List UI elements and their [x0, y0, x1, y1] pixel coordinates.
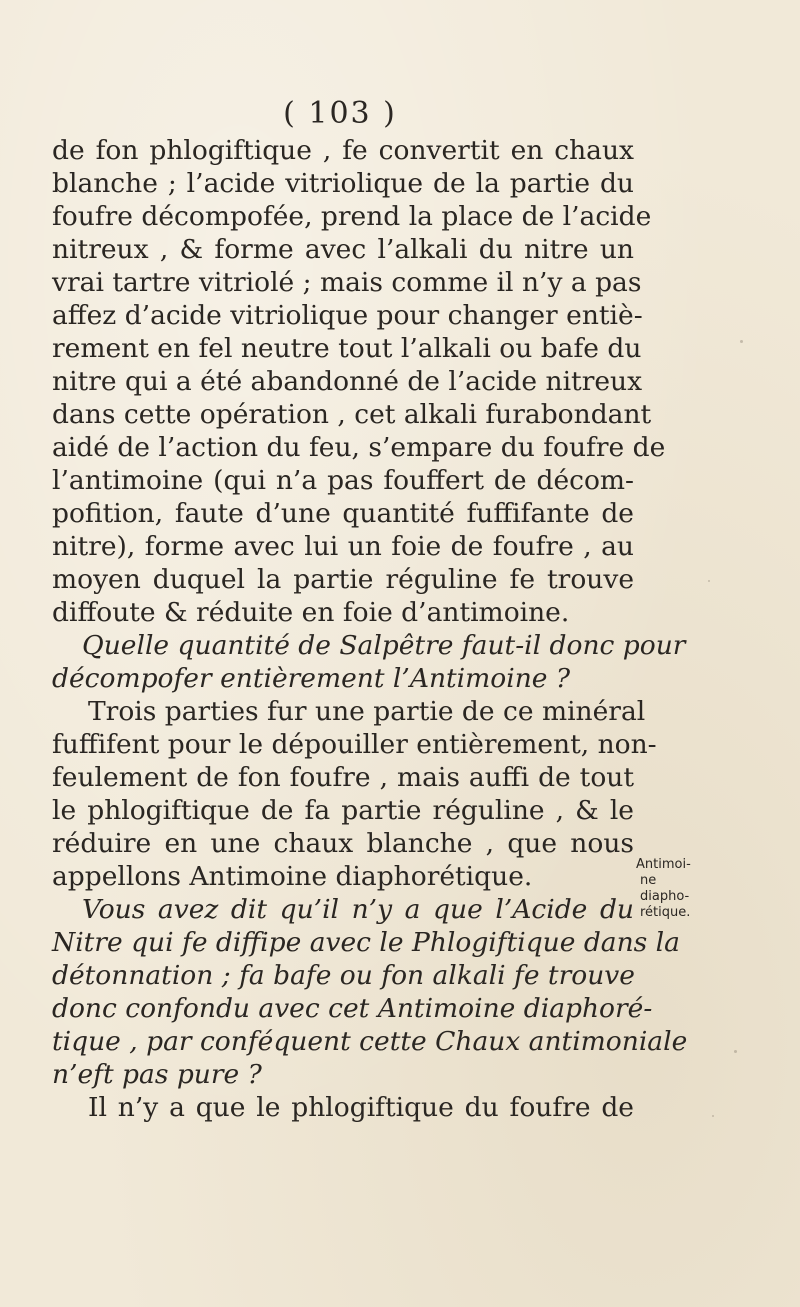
text-line: rement en fel neutre tout l’alkali ou bafe du: [52, 333, 642, 364]
page-number: ( 103 ): [283, 96, 397, 131]
question-line: détonnation ; fa bafe ou fon alkali fe trouve: [52, 960, 635, 991]
question-line: Nitre qui fe diffipe avec le Phlogiftique dans la: [52, 927, 680, 958]
text-line: réduire en une chaux blanche , que nous: [52, 828, 634, 859]
margin-note-line: ne diapho-: [640, 873, 690, 904]
text-line: le phlogiftique de fa partie réguline , & le: [52, 795, 634, 826]
text-line: fuffifent pour le dépouiller entièrement, non-: [52, 729, 657, 760]
body-text: [52, 134, 688, 1124]
margin-note: [636, 857, 706, 921]
text-line: aidé de l’action du feu, s’empare du foufre de: [52, 432, 666, 463]
text-line: appellons Antimoine diaphorétique.: [52, 861, 533, 892]
question-line: Quelle quantité de Salpêtre faut-il donc pour: [82, 630, 686, 661]
text-line: moyen duquel la partie réguline fe trouve: [52, 564, 634, 595]
text-line: Trois parties fur une partie de ce minéral: [88, 696, 646, 727]
question-line: Vous avez dit qu’il n’y a que l’Acide du: [82, 894, 634, 925]
paper-speck: [708, 580, 710, 582]
paper-speck: [734, 1050, 737, 1053]
text-line: blanche ; l’acide vitriolique de la partie du: [52, 168, 634, 199]
text-line: nitre), forme avec lui un foie de foufre , au: [52, 531, 634, 562]
text-line: foufre décompofée, prend la place de l’acide: [52, 201, 652, 232]
text-line: Il n’y a que le phlogiftique du foufre de: [88, 1092, 634, 1123]
paper-speck: [740, 340, 743, 343]
text-line: affez d’acide vitriolique pour changer entiè-: [52, 300, 643, 331]
paper-speck: [712, 1115, 714, 1117]
question-line: donc confondu avec cet Antimoine diaphoré-: [52, 993, 653, 1024]
margin-note-line: rétique.: [640, 905, 691, 920]
text-line: nitreux , & forme avec l’alkali du nitre un: [52, 234, 634, 265]
question-line: n’eft pas pure ?: [52, 1059, 262, 1090]
text-line: pofition, faute d’une quantité fuffifante de: [52, 498, 634, 529]
question-line: tique , par conféquent cette Chaux antimoniale: [52, 1026, 688, 1057]
text-line: nitre qui a été abandonné de l’acide nitreux: [52, 366, 643, 397]
text-line: l’antimoine (qui n’a pas fouffert de décom-: [52, 465, 634, 496]
text-line: de fon phlogiftique , fe convertit en chaux: [52, 135, 634, 166]
text-line: diffoute & réduite en foie d’antimoine.: [52, 597, 570, 628]
text-line: feulement de fon foufre , mais auffi de tout: [52, 762, 634, 793]
margin-note-line: Antimoi-: [636, 857, 691, 872]
text-line: vrai tartre vitriolé ; mais comme il n’y a pas: [52, 267, 642, 298]
text-line: dans cette opération , cet alkali furabondant: [52, 399, 652, 430]
question-line: décompofer entièrement l’Antimoine ?: [52, 663, 571, 694]
